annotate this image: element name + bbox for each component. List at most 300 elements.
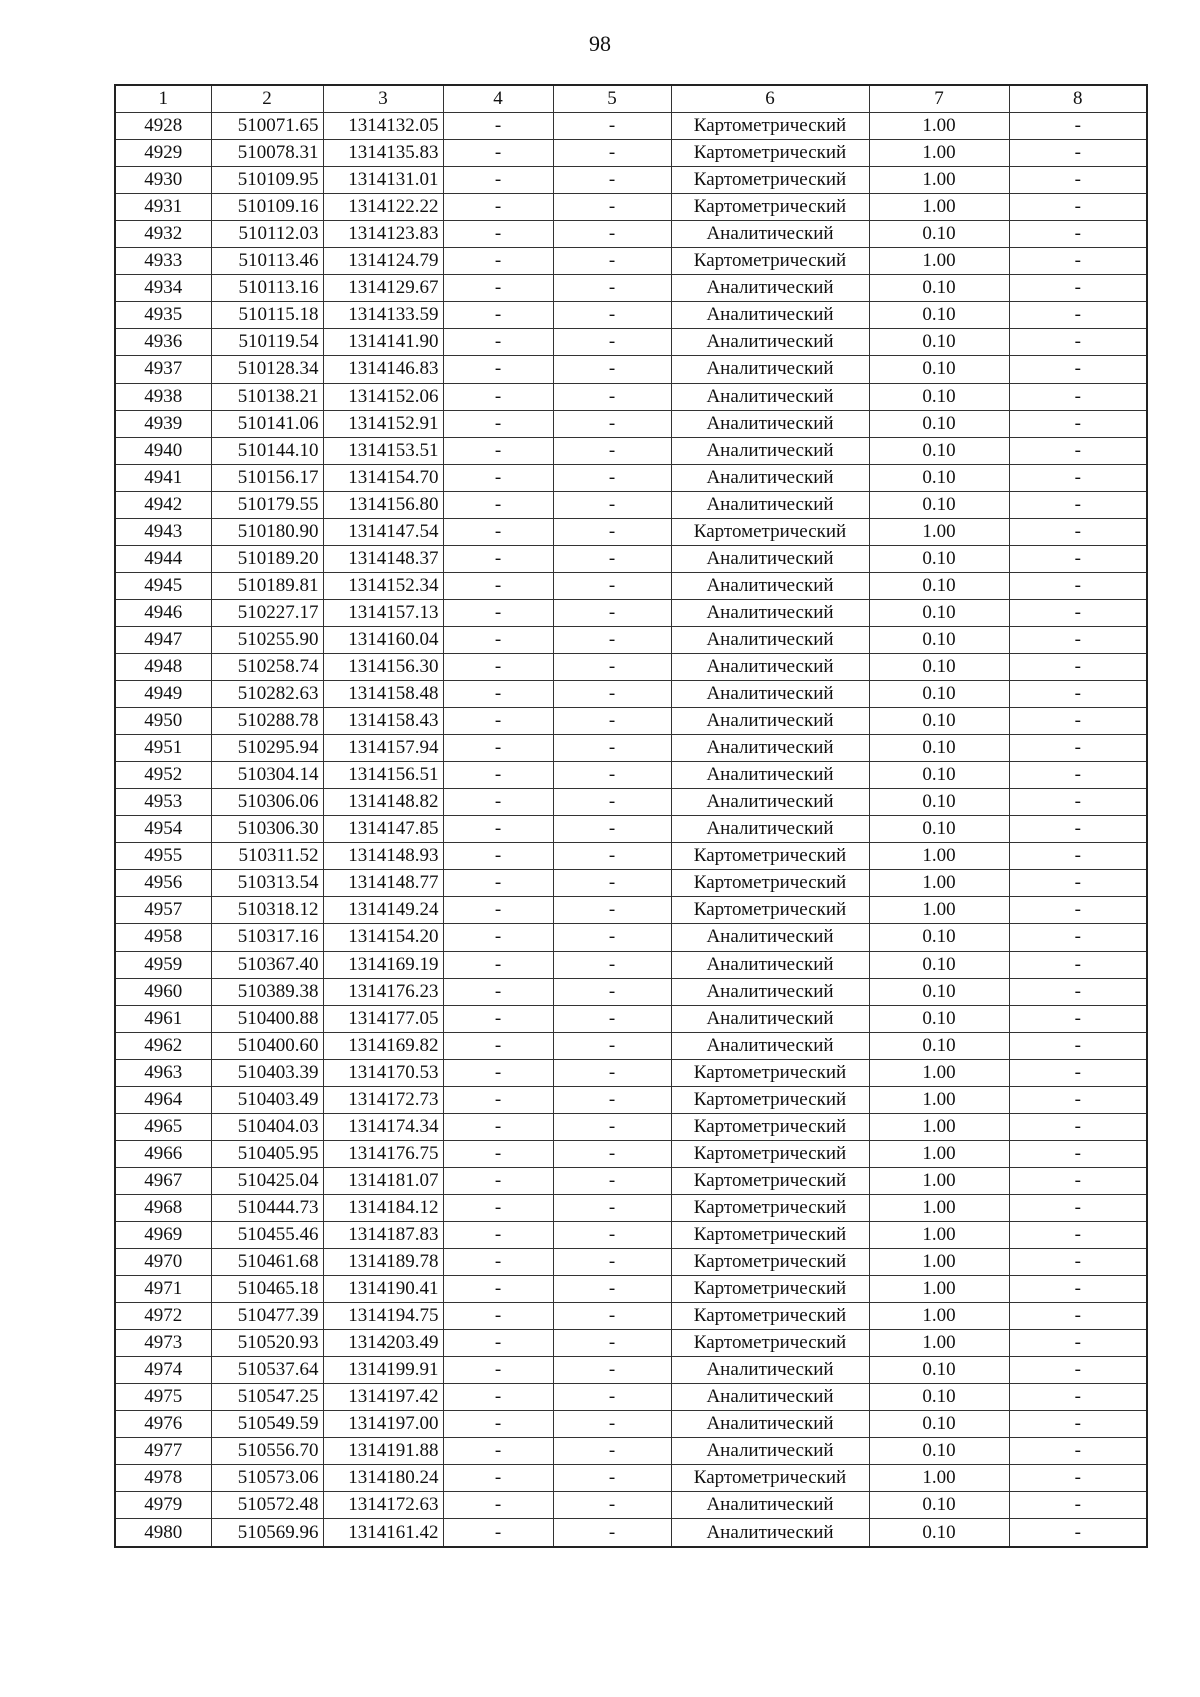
table-row <box>115 545 1147 572</box>
point-number-cell: 4977 <box>115 1438 211 1465</box>
y-coordinate-cell: 1314123.83 <box>323 221 443 248</box>
column-5-cell: - <box>553 1005 671 1032</box>
column-4-cell: - <box>443 167 553 194</box>
column-8-cell: - <box>1009 1005 1147 1032</box>
column-8-cell: - <box>1009 653 1147 680</box>
column-5-cell: - <box>553 1249 671 1276</box>
y-coordinate-cell: 1314146.83 <box>323 356 443 383</box>
header-cell: 2 <box>211 85 323 113</box>
column-5-cell: - <box>553 924 671 951</box>
point-number-cell: 4954 <box>115 816 211 843</box>
accuracy-cell: 1.00 <box>869 870 1009 897</box>
point-number-cell: 4929 <box>115 140 211 167</box>
column-5-cell: - <box>553 1519 671 1547</box>
table-row <box>115 464 1147 491</box>
y-coordinate-cell: 1314147.54 <box>323 518 443 545</box>
accuracy-cell: 1.00 <box>869 1276 1009 1303</box>
method-cell: Аналитический <box>671 1357 869 1384</box>
column-5-cell: - <box>553 329 671 356</box>
column-4-cell: - <box>443 572 553 599</box>
x-coordinate-cell: 510078.31 <box>211 140 323 167</box>
accuracy-cell: 1.00 <box>869 518 1009 545</box>
column-4-cell: - <box>443 1194 553 1221</box>
accuracy-cell: 0.10 <box>869 735 1009 762</box>
table-row <box>115 1140 1147 1167</box>
table-row <box>115 302 1147 329</box>
method-cell: Картометрический <box>671 870 869 897</box>
table-row <box>115 491 1147 518</box>
y-coordinate-cell: 1314190.41 <box>323 1276 443 1303</box>
x-coordinate-cell: 510109.16 <box>211 194 323 221</box>
method-cell: Аналитический <box>671 437 869 464</box>
method-cell: Аналитический <box>671 491 869 518</box>
x-coordinate-cell: 510549.59 <box>211 1411 323 1438</box>
y-coordinate-cell: 1314203.49 <box>323 1330 443 1357</box>
accuracy-cell: 0.10 <box>869 572 1009 599</box>
column-8-cell: - <box>1009 1303 1147 1330</box>
point-number-cell: 4944 <box>115 545 211 572</box>
method-cell: Аналитический <box>671 329 869 356</box>
column-8-cell: - <box>1009 1411 1147 1438</box>
table-row <box>115 1411 1147 1438</box>
accuracy-cell: 0.10 <box>869 437 1009 464</box>
table-row <box>115 1384 1147 1411</box>
column-5-cell: - <box>553 626 671 653</box>
column-4-cell: - <box>443 708 553 735</box>
column-8-cell: - <box>1009 1465 1147 1492</box>
point-number-cell: 4939 <box>115 410 211 437</box>
accuracy-cell: 0.10 <box>869 545 1009 572</box>
table-row <box>115 1059 1147 1086</box>
x-coordinate-cell: 510537.64 <box>211 1357 323 1384</box>
column-5-cell: - <box>553 140 671 167</box>
column-5-cell: - <box>553 653 671 680</box>
x-coordinate-cell: 510141.06 <box>211 410 323 437</box>
column-8-cell: - <box>1009 491 1147 518</box>
point-number-cell: 4961 <box>115 1005 211 1032</box>
table-row <box>115 626 1147 653</box>
table-row <box>115 437 1147 464</box>
x-coordinate-cell: 510306.30 <box>211 816 323 843</box>
x-coordinate-cell: 510313.54 <box>211 870 323 897</box>
x-coordinate-cell: 510465.18 <box>211 1276 323 1303</box>
point-number-cell: 4971 <box>115 1276 211 1303</box>
column-8-cell: - <box>1009 626 1147 653</box>
y-coordinate-cell: 1314148.93 <box>323 843 443 870</box>
column-4-cell: - <box>443 1411 553 1438</box>
point-number-cell: 4956 <box>115 870 211 897</box>
column-5-cell: - <box>553 437 671 464</box>
column-4-cell: - <box>443 410 553 437</box>
column-4-cell: - <box>443 924 553 951</box>
column-5-cell: - <box>553 302 671 329</box>
column-5-cell: - <box>553 518 671 545</box>
method-cell: Картометрический <box>671 897 869 924</box>
column-8-cell: - <box>1009 762 1147 789</box>
method-cell: Картометрический <box>671 1113 869 1140</box>
point-number-cell: 4962 <box>115 1032 211 1059</box>
y-coordinate-cell: 1314170.53 <box>323 1059 443 1086</box>
x-coordinate-cell: 510389.38 <box>211 978 323 1005</box>
column-4-cell: - <box>443 1276 553 1303</box>
point-number-cell: 4963 <box>115 1059 211 1086</box>
x-coordinate-cell: 510109.95 <box>211 167 323 194</box>
x-coordinate-cell: 510138.21 <box>211 383 323 410</box>
y-coordinate-cell: 1314187.83 <box>323 1221 443 1248</box>
accuracy-cell: 0.10 <box>869 1492 1009 1519</box>
column-8-cell: - <box>1009 248 1147 275</box>
column-5-cell: - <box>553 1167 671 1194</box>
accuracy-cell: 1.00 <box>869 1465 1009 1492</box>
column-5-cell: - <box>553 221 671 248</box>
y-coordinate-cell: 1314169.82 <box>323 1032 443 1059</box>
column-4-cell: - <box>443 816 553 843</box>
column-8-cell: - <box>1009 681 1147 708</box>
accuracy-cell: 0.10 <box>869 626 1009 653</box>
x-coordinate-cell: 510311.52 <box>211 843 323 870</box>
x-coordinate-cell: 510304.14 <box>211 762 323 789</box>
accuracy-cell: 0.10 <box>869 681 1009 708</box>
table-row <box>115 1330 1147 1357</box>
table-row <box>115 140 1147 167</box>
y-coordinate-cell: 1314158.48 <box>323 681 443 708</box>
accuracy-cell: 0.10 <box>869 653 1009 680</box>
accuracy-cell: 0.10 <box>869 924 1009 951</box>
point-number-cell: 4967 <box>115 1167 211 1194</box>
column-4-cell: - <box>443 1167 553 1194</box>
point-number-cell: 4960 <box>115 978 211 1005</box>
x-coordinate-cell: 510520.93 <box>211 1330 323 1357</box>
column-8-cell: - <box>1009 1113 1147 1140</box>
y-coordinate-cell: 1314156.30 <box>323 653 443 680</box>
point-number-cell: 4949 <box>115 681 211 708</box>
column-8-cell: - <box>1009 599 1147 626</box>
method-cell: Картометрический <box>671 167 869 194</box>
accuracy-cell: 1.00 <box>869 1303 1009 1330</box>
column-8-cell: - <box>1009 816 1147 843</box>
table-row <box>115 762 1147 789</box>
method-cell: Аналитический <box>671 572 869 599</box>
column-8-cell: - <box>1009 383 1147 410</box>
method-cell: Аналитический <box>671 653 869 680</box>
point-number-cell: 4953 <box>115 789 211 816</box>
column-5-cell: - <box>553 464 671 491</box>
column-4-cell: - <box>443 1492 553 1519</box>
column-8-cell: - <box>1009 410 1147 437</box>
method-cell: Аналитический <box>671 924 869 951</box>
accuracy-cell: 1.00 <box>869 1330 1009 1357</box>
column-5-cell: - <box>553 735 671 762</box>
column-5-cell: - <box>553 599 671 626</box>
column-4-cell: - <box>443 626 553 653</box>
method-cell: Картометрический <box>671 1221 869 1248</box>
method-cell: Аналитический <box>671 762 869 789</box>
y-coordinate-cell: 1314152.34 <box>323 572 443 599</box>
y-coordinate-cell: 1314176.75 <box>323 1140 443 1167</box>
coordinates-table <box>114 84 1148 1548</box>
column-8-cell: - <box>1009 870 1147 897</box>
method-cell: Аналитический <box>671 1519 869 1547</box>
column-5-cell: - <box>553 113 671 140</box>
x-coordinate-cell: 510227.17 <box>211 599 323 626</box>
column-4-cell: - <box>443 870 553 897</box>
column-8-cell: - <box>1009 275 1147 302</box>
column-4-cell: - <box>443 356 553 383</box>
column-4-cell: - <box>443 113 553 140</box>
column-4-cell: - <box>443 1303 553 1330</box>
x-coordinate-cell: 510404.03 <box>211 1113 323 1140</box>
method-cell: Аналитический <box>671 302 869 329</box>
y-coordinate-cell: 1314197.00 <box>323 1411 443 1438</box>
y-coordinate-cell: 1314158.43 <box>323 708 443 735</box>
method-cell: Аналитический <box>671 735 869 762</box>
column-5-cell: - <box>553 491 671 518</box>
point-number-cell: 4941 <box>115 464 211 491</box>
y-coordinate-cell: 1314194.75 <box>323 1303 443 1330</box>
accuracy-cell: 0.10 <box>869 978 1009 1005</box>
column-4-cell: - <box>443 1438 553 1465</box>
column-5-cell: - <box>553 1465 671 1492</box>
x-coordinate-cell: 510425.04 <box>211 1167 323 1194</box>
column-8-cell: - <box>1009 1492 1147 1519</box>
accuracy-cell: 1.00 <box>869 1221 1009 1248</box>
accuracy-cell: 0.10 <box>869 356 1009 383</box>
method-cell: Аналитический <box>671 789 869 816</box>
y-coordinate-cell: 1314154.70 <box>323 464 443 491</box>
table-body <box>115 113 1147 1547</box>
method-cell: Аналитический <box>671 410 869 437</box>
column-4-cell: - <box>443 1384 553 1411</box>
column-5-cell: - <box>553 194 671 221</box>
table-row <box>115 1357 1147 1384</box>
x-coordinate-cell: 510144.10 <box>211 437 323 464</box>
x-coordinate-cell: 510115.18 <box>211 302 323 329</box>
point-number-cell: 4966 <box>115 1140 211 1167</box>
y-coordinate-cell: 1314157.94 <box>323 735 443 762</box>
x-coordinate-cell: 510071.65 <box>211 113 323 140</box>
method-cell: Картометрический <box>671 1303 869 1330</box>
method-cell: Картометрический <box>671 1194 869 1221</box>
x-coordinate-cell: 510461.68 <box>211 1249 323 1276</box>
column-8-cell: - <box>1009 789 1147 816</box>
column-5-cell: - <box>553 1330 671 1357</box>
y-coordinate-cell: 1314157.13 <box>323 599 443 626</box>
column-5-cell: - <box>553 1411 671 1438</box>
x-coordinate-cell: 510128.34 <box>211 356 323 383</box>
point-number-cell: 4950 <box>115 708 211 735</box>
x-coordinate-cell: 510180.90 <box>211 518 323 545</box>
accuracy-cell: 1.00 <box>869 140 1009 167</box>
accuracy-cell: 0.10 <box>869 464 1009 491</box>
page-number: 98 <box>589 31 611 56</box>
point-number-cell: 4936 <box>115 329 211 356</box>
column-8-cell: - <box>1009 1276 1147 1303</box>
column-8-cell: - <box>1009 464 1147 491</box>
column-8-cell: - <box>1009 1519 1147 1547</box>
column-8-cell: - <box>1009 194 1147 221</box>
y-coordinate-cell: 1314177.05 <box>323 1005 443 1032</box>
column-5-cell: - <box>553 383 671 410</box>
x-coordinate-cell: 510306.06 <box>211 789 323 816</box>
column-8-cell: - <box>1009 1384 1147 1411</box>
method-cell: Аналитический <box>671 951 869 978</box>
column-4-cell: - <box>443 275 553 302</box>
method-cell: Аналитический <box>671 356 869 383</box>
header-cell: 4 <box>443 85 553 113</box>
y-coordinate-cell: 1314191.88 <box>323 1438 443 1465</box>
y-coordinate-cell: 1314184.12 <box>323 1194 443 1221</box>
x-coordinate-cell: 510569.96 <box>211 1519 323 1547</box>
accuracy-cell: 0.10 <box>869 221 1009 248</box>
column-5-cell: - <box>553 1303 671 1330</box>
point-number-cell: 4951 <box>115 735 211 762</box>
column-5-cell: - <box>553 708 671 735</box>
x-coordinate-cell: 510572.48 <box>211 1492 323 1519</box>
x-coordinate-cell: 510258.74 <box>211 653 323 680</box>
point-number-cell: 4942 <box>115 491 211 518</box>
column-4-cell: - <box>443 599 553 626</box>
accuracy-cell: 0.10 <box>869 762 1009 789</box>
column-8-cell: - <box>1009 735 1147 762</box>
x-coordinate-cell: 510189.81 <box>211 572 323 599</box>
column-5-cell: - <box>553 870 671 897</box>
accuracy-cell: 1.00 <box>869 897 1009 924</box>
header-cell: 5 <box>553 85 671 113</box>
y-coordinate-cell: 1314147.85 <box>323 816 443 843</box>
x-coordinate-cell: 510317.16 <box>211 924 323 951</box>
table-row <box>115 978 1147 1005</box>
column-8-cell: - <box>1009 1167 1147 1194</box>
y-coordinate-cell: 1314129.67 <box>323 275 443 302</box>
column-5-cell: - <box>553 1438 671 1465</box>
column-5-cell: - <box>553 356 671 383</box>
method-cell: Картометрический <box>671 140 869 167</box>
x-coordinate-cell: 510189.20 <box>211 545 323 572</box>
column-5-cell: - <box>553 275 671 302</box>
x-coordinate-cell: 510556.70 <box>211 1438 323 1465</box>
point-number-cell: 4957 <box>115 897 211 924</box>
point-number-cell: 4937 <box>115 356 211 383</box>
column-4-cell: - <box>443 221 553 248</box>
column-4-cell: - <box>443 545 553 572</box>
column-8-cell: - <box>1009 1059 1147 1086</box>
column-5-cell: - <box>553 1276 671 1303</box>
column-8-cell: - <box>1009 1249 1147 1276</box>
accuracy-cell: 0.10 <box>869 1357 1009 1384</box>
column-8-cell: - <box>1009 221 1147 248</box>
x-coordinate-cell: 510547.25 <box>211 1384 323 1411</box>
accuracy-cell: 0.10 <box>869 302 1009 329</box>
method-cell: Аналитический <box>671 1438 869 1465</box>
column-5-cell: - <box>553 1032 671 1059</box>
column-4-cell: - <box>443 1330 553 1357</box>
accuracy-cell: 1.00 <box>869 843 1009 870</box>
x-coordinate-cell: 510119.54 <box>211 329 323 356</box>
point-number-cell: 4938 <box>115 383 211 410</box>
column-5-cell: - <box>553 762 671 789</box>
table-row <box>115 1519 1147 1547</box>
accuracy-cell: 0.10 <box>869 329 1009 356</box>
table-row <box>115 1194 1147 1221</box>
method-cell: Картометрический <box>671 1086 869 1113</box>
table-row <box>115 1167 1147 1194</box>
method-cell: Картометрический <box>671 1167 869 1194</box>
method-cell: Аналитический <box>671 681 869 708</box>
method-cell: Аналитический <box>671 599 869 626</box>
accuracy-cell: 1.00 <box>869 248 1009 275</box>
column-4-cell: - <box>443 302 553 329</box>
header-row <box>115 85 1147 113</box>
column-4-cell: - <box>443 491 553 518</box>
column-4-cell: - <box>443 681 553 708</box>
point-number-cell: 4946 <box>115 599 211 626</box>
x-coordinate-cell: 510400.88 <box>211 1005 323 1032</box>
method-cell: Аналитический <box>671 1032 869 1059</box>
accuracy-cell: 1.00 <box>869 194 1009 221</box>
column-4-cell: - <box>443 1519 553 1547</box>
column-8-cell: - <box>1009 708 1147 735</box>
table-row <box>115 1276 1147 1303</box>
y-coordinate-cell: 1314174.34 <box>323 1113 443 1140</box>
table-header <box>115 85 1147 113</box>
column-8-cell: - <box>1009 113 1147 140</box>
column-8-cell: - <box>1009 1357 1147 1384</box>
column-8-cell: - <box>1009 978 1147 1005</box>
table-row <box>115 356 1147 383</box>
x-coordinate-cell: 510113.16 <box>211 275 323 302</box>
accuracy-cell: 0.10 <box>869 708 1009 735</box>
x-coordinate-cell: 510282.63 <box>211 681 323 708</box>
y-coordinate-cell: 1314131.01 <box>323 167 443 194</box>
accuracy-cell: 0.10 <box>869 383 1009 410</box>
column-4-cell: - <box>443 897 553 924</box>
header-cell: 1 <box>115 85 211 113</box>
column-5-cell: - <box>553 897 671 924</box>
point-number-cell: 4958 <box>115 924 211 951</box>
column-4-cell: - <box>443 1249 553 1276</box>
table-row <box>115 113 1147 140</box>
column-8-cell: - <box>1009 572 1147 599</box>
point-number-cell: 4943 <box>115 518 211 545</box>
y-coordinate-cell: 1314154.20 <box>323 924 443 951</box>
method-cell: Картометрический <box>671 1140 869 1167</box>
y-coordinate-cell: 1314156.80 <box>323 491 443 518</box>
accuracy-cell: 0.10 <box>869 1032 1009 1059</box>
method-cell: Аналитический <box>671 816 869 843</box>
column-5-cell: - <box>553 816 671 843</box>
point-number-cell: 4931 <box>115 194 211 221</box>
y-coordinate-cell: 1314169.19 <box>323 951 443 978</box>
point-number-cell: 4973 <box>115 1330 211 1357</box>
x-coordinate-cell: 510477.39 <box>211 1303 323 1330</box>
column-8-cell: - <box>1009 1438 1147 1465</box>
accuracy-cell: 1.00 <box>869 1249 1009 1276</box>
column-4-cell: - <box>443 248 553 275</box>
method-cell: Картометрический <box>671 518 869 545</box>
method-cell: Аналитический <box>671 708 869 735</box>
accuracy-cell: 0.10 <box>869 410 1009 437</box>
x-coordinate-cell: 510444.73 <box>211 1194 323 1221</box>
accuracy-cell: 0.10 <box>869 951 1009 978</box>
point-number-cell: 4952 <box>115 762 211 789</box>
accuracy-cell: 0.10 <box>869 1438 1009 1465</box>
y-coordinate-cell: 1314148.37 <box>323 545 443 572</box>
column-4-cell: - <box>443 437 553 464</box>
table-row <box>115 1438 1147 1465</box>
accuracy-cell: 0.10 <box>869 491 1009 518</box>
column-5-cell: - <box>553 1492 671 1519</box>
accuracy-cell: 1.00 <box>869 1140 1009 1167</box>
